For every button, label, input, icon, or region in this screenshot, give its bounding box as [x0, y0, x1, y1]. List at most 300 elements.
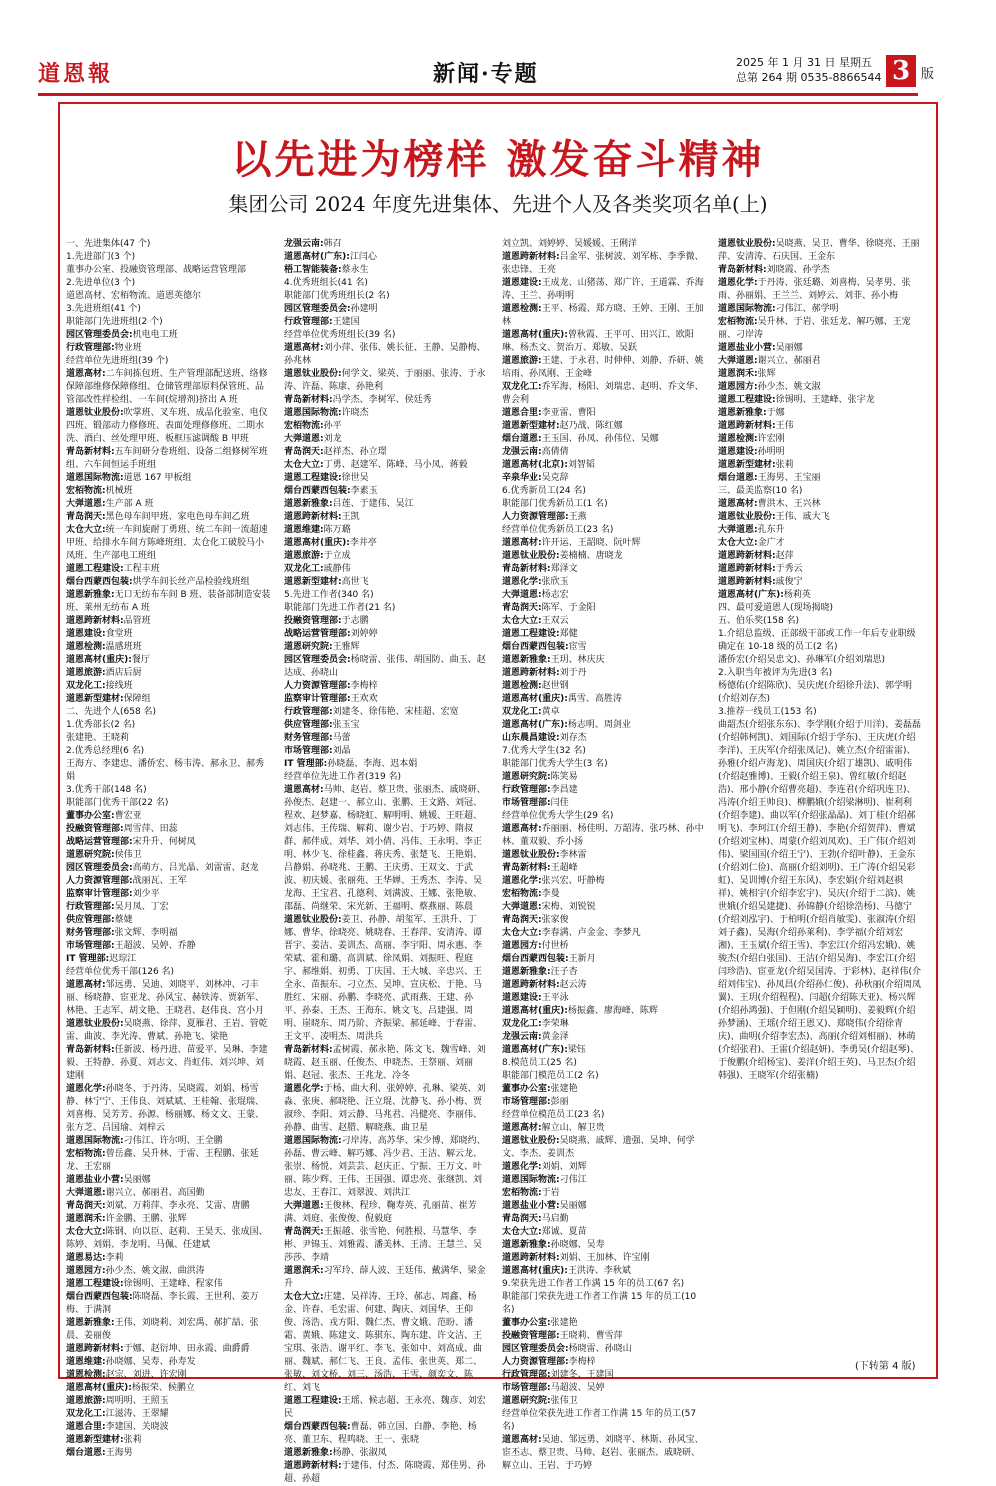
unit-name: 道恩高材:	[502, 824, 542, 834]
honoree-names: 孙晓冬、于丹涛、吴晓霞、刘娟、杨雪静、林宁宁、王伟良、刘斌斌、王桂翰、张琨瑞、刘喜梅、吴芳芳、孙源、杨丽娜、杨文文、王蒙、张方芝、吕国瑜、刘梓云	[66, 1084, 265, 1133]
honoree-names: 付世桥	[541, 941, 569, 951]
honoree-names: 无口无纺布车间 B 班、装备部制造安装班、莱州无纺布 A 班	[66, 590, 271, 613]
honoree-names: 刁伟江	[559, 1175, 587, 1185]
honoree-names: 吴晓燕、戚辉、遗强、吴坤、何学文、李杰、姜训杰	[502, 1136, 695, 1159]
name-list: 杨德佑(介绍陈欣)、吴庆虎(介绍徐升法)、郭学明(介绍刘存杰)	[718, 681, 913, 704]
unit-entry	[66, 342, 272, 355]
honoree-names: 马超波、吴婷	[550, 1383, 605, 1393]
honoree-names: 冯学杰、李树军、侯廷秀	[332, 395, 432, 405]
honoree-names: 韩召	[323, 239, 342, 249]
unit-entry	[284, 537, 490, 550]
unit-name: 道恩高材(重庆):	[502, 1266, 568, 1276]
unit-name: 园区管理委员会:	[502, 1344, 569, 1354]
category-heading: 职能部门先进工作者(21 名)	[284, 603, 396, 613]
unit-entry	[502, 732, 708, 745]
unit-entry	[718, 576, 924, 589]
unit-name: 行政管理部:	[502, 785, 551, 795]
unit-entry	[502, 1330, 708, 1343]
unit-entry	[502, 615, 708, 628]
unit-name: 道恩钛业股份:	[502, 1136, 560, 1146]
honoree-names: 张家俊	[541, 915, 569, 925]
honoree-names: 徐锡明、王建峰、张宇龙	[775, 395, 875, 405]
honoree-names: 生产部 A 班	[105, 499, 154, 509]
unit-name: 青岛新材料:	[284, 395, 333, 405]
unit-entry	[502, 953, 708, 966]
unit-name: 董事办公室:	[66, 811, 115, 821]
honoree-names: 曹宏亚	[114, 811, 142, 821]
honoree-names: 吴丽娜	[559, 1201, 587, 1211]
unit-entry	[284, 706, 490, 719]
unit-entry	[284, 459, 490, 472]
unit-entry	[66, 1278, 272, 1291]
unit-name: 宏栢物流:	[502, 889, 542, 899]
unit-entry	[502, 641, 708, 654]
unit-name: 道恩新雅象:	[718, 408, 767, 418]
category-heading: 3.先进班组(41 个)	[66, 304, 141, 314]
category-heading: 经营单位优秀干部(126 名)	[66, 967, 175, 977]
unit-entry	[284, 446, 490, 459]
unit-name: 烟台西蒙西包装:	[66, 1292, 133, 1302]
unit-entry	[284, 914, 490, 1044]
honoree-names: 任新波、杨丹进、苗爱平、吴琳、李建毅、王特静、孙夏、刘志文、肖虹伟、刘兴坤、刘建刚	[66, 1045, 268, 1081]
honoree-names: 王雅辉	[332, 642, 360, 652]
unit-entry	[66, 485, 272, 498]
honoree-names: 李昌建	[550, 785, 578, 795]
honoree-names: 王超峰	[550, 863, 578, 873]
unit-name: 道恩高材(广东):	[502, 1045, 568, 1055]
unit-entry	[284, 745, 490, 758]
honoree-names: 闫佳	[550, 798, 569, 808]
honoree-names: 孙明明	[757, 447, 785, 457]
unit-name: IT 管理部:	[66, 954, 110, 964]
unit-name: 道恩高材(重庆):	[66, 1383, 132, 1393]
honoree-names: 王晓莉、曹雪萍	[559, 1331, 623, 1341]
honoree-names: 王玉国、孙凤、孙伟位、吴娜	[541, 434, 659, 444]
honoree-names: 徐世吴	[341, 473, 369, 483]
honoree-names: 乔丽丽、杨佳明、万韶涛、张巧林、孙中林、董双毅、乔小扬	[502, 824, 704, 847]
unit-name: 道恩高材:	[502, 1123, 542, 1133]
unit-entry	[502, 407, 708, 420]
honoree-names: 高世飞	[341, 577, 369, 587]
unit-entry	[284, 576, 490, 589]
unit-entry	[284, 654, 490, 680]
honoree-names: 黑色母车间甲班、家电色母车间乙班	[105, 512, 250, 522]
unit-name: 道恩跨新材料:	[284, 1461, 342, 1471]
unit-name: 道恩新雅象:	[66, 1318, 115, 1328]
honoree-names: 道恩 167 甲板组	[123, 473, 192, 483]
honoree-names: 五车间研分卷班组、设备二组修树军班组、六车间恒运手班组	[66, 447, 268, 470]
unit-entry	[284, 641, 490, 654]
honoree-names: 孙平	[323, 421, 342, 431]
unit-name: 道恩检测:	[502, 681, 542, 691]
subheadline: 集团公司 2024 年度先进集体、先进个人及各类奖项名单(上)	[228, 192, 768, 216]
category-heading: 职能部门优秀干部(22 名)	[66, 798, 169, 808]
unit-name: 道恩研究院:	[66, 850, 115, 860]
honoree-names: 李素玉	[350, 486, 378, 496]
unit-name: 道恩旅游:	[66, 668, 106, 678]
unit-name: 人力资源管理部:	[66, 876, 133, 886]
unit-entry	[66, 1252, 272, 1265]
honoree-names: 刘于丹	[559, 668, 587, 678]
unit-name: 道恩高材:	[66, 980, 106, 990]
unit-entry	[284, 1226, 490, 1265]
name-list: 董事办公室、投融资管理部、战略运营管理部	[66, 265, 247, 275]
honoree-names: 餐厅	[131, 655, 150, 665]
unit-entry	[718, 238, 924, 264]
honoree-names: 吴丽娜	[775, 343, 803, 353]
unit-name: 道恩盐业小营:	[66, 1175, 124, 1185]
unit-entry	[502, 992, 708, 1005]
unit-entry	[502, 1317, 708, 1330]
unit-name: 大弹道恩:	[502, 902, 542, 912]
unit-entry	[66, 1343, 272, 1356]
honoree-names: 王俊林、程珍、鞠寿英、孔丽苗、崔芳满、刘庭、张俊俊、倪毅庭	[284, 1201, 477, 1224]
unit-name: 大弹道恩:	[502, 590, 542, 600]
unit-entry	[66, 1226, 272, 1252]
honoree-names: 赵云涛	[559, 980, 587, 990]
masthead	[38, 55, 935, 91]
unit-name: 市场管理部:	[502, 798, 551, 808]
honoree-names: 丁勇、赵建军、陈峰、马小凤、蒋毅	[323, 460, 468, 470]
honoree-names: 周明明、王照玉	[105, 1396, 169, 1406]
unit-entry	[718, 277, 924, 303]
honoree-names: 王成龙、山猪荡、郑广许、王道霖、乔海涛、王兰、孙明明	[502, 278, 704, 301]
unit-name: 道恩新雅象:	[66, 590, 115, 600]
honoree-names: 李井亭	[349, 538, 377, 548]
honoree-names: 张玉宝	[332, 720, 360, 730]
category-heading: 9.荣获先进工作者工作满 15 年的员工(67 名)	[502, 1279, 685, 1289]
unit-name: 道恩钛业股份:	[284, 915, 342, 925]
honoree-names: 统一车间旋耐丁勇班、统二车间一流超速甲班、给排水车间方陈峰班组、太仓化工破胶马小凤班、生产部电工班组	[66, 525, 268, 561]
honoree-names: 吴晓燕、徐萍、夏雁君、王岩、管乾雷、曲波、李光涛、曹斌、孙艳飞、梁艳	[66, 1019, 268, 1042]
honoree-names: 刘存杰	[559, 733, 587, 743]
unit-entry	[284, 1265, 490, 1291]
unit-name: 道恩钛业股份:	[502, 850, 560, 860]
unit-name: 园区管理委员会:	[284, 655, 351, 665]
unit-name: 道恩钛业股份:	[718, 239, 776, 249]
unit-name: 道恩园方:	[502, 941, 542, 951]
honoree-names: 于志鹏	[341, 616, 369, 626]
unit-name: 道恩盐业小营:	[502, 1201, 560, 1211]
unit-entry	[502, 1265, 708, 1278]
honoree-names: 梁钰	[567, 1045, 586, 1055]
honoree-names: 机电电工班	[132, 330, 178, 340]
unit-entry	[718, 342, 924, 355]
text-column-2	[284, 238, 490, 1486]
dateline	[736, 55, 881, 85]
unit-entry	[66, 823, 272, 836]
unit-name: 道恩新雅象:	[502, 1240, 551, 1250]
honoree-names: 吴克辞	[541, 473, 569, 483]
honoree-names: 姜卫、孙静、胡玺军、王洪升、丁娜、曹华、徐晓亮、姚晓春、王春萍、安清涛、谭晋宇、姜洁、姜训杰、高丽、李宇阳、周永惠、李荣斌、霍和璐、高训斌、徐凤娟、刘振旺、程庭宇、郝维娟、初勇、丁庆国、王大城、辛忠兴、王全永、苗振东、刁立杰、吴坤、宣庆松、于艳、马胜红、宋丽、孙鹏、李晓亮、武雨燕、王建、孙平、孙泰、王杰、王海东、姚文飞、吕建强、周明、崖晓东、周乃阶、齐振梁、郝延峰、于春雷、王文平、凌明杰、周洪兵	[284, 915, 483, 1042]
unit-entry	[66, 524, 272, 563]
honoree-names: 工程丰班	[123, 564, 160, 574]
unit-entry	[66, 875, 272, 888]
honoree-names: 孔东升	[757, 525, 785, 535]
unit-name: 道恩工程建设:	[284, 473, 342, 483]
unit-entry	[502, 329, 708, 355]
unit-entry	[284, 485, 490, 498]
honoree-names: 解立山、解卫贵	[541, 1123, 605, 1133]
unit-entry	[718, 511, 924, 524]
unit-name: 道恩国际物流:	[284, 1136, 342, 1146]
unit-entry	[66, 1408, 272, 1421]
unit-name: 太仓大立:	[66, 1227, 106, 1237]
category-heading: 职能部门优秀大学生(3 名)	[502, 759, 608, 769]
unit-name: 青岛新材料:	[502, 564, 551, 574]
unit-entry	[66, 654, 272, 667]
unit-name: 道恩旅游:	[284, 551, 324, 561]
unit-entry	[284, 1200, 490, 1226]
unit-name: 战略运营管理部:	[284, 629, 351, 639]
honoree-names: 刘建冬、徐伟艳、宋桂超、宏宽	[332, 707, 459, 717]
unit-entry	[66, 1317, 272, 1343]
unit-entry	[718, 355, 924, 368]
unit-entry	[718, 264, 924, 277]
category-heading: 经营单位优秀大学生(29 名)	[502, 811, 614, 821]
honoree-names: 刘龙	[323, 434, 342, 444]
unit-name: 道恩化学:	[284, 1084, 324, 1094]
unit-name: 青岛新材料:	[718, 265, 767, 275]
unit-entry	[66, 1018, 272, 1044]
unit-entry	[502, 537, 708, 550]
unit-entry	[502, 1018, 708, 1031]
unit-name: 青岛新材料:	[66, 447, 115, 457]
unit-name: 道恩高材(重庆):	[66, 655, 132, 665]
page-number-badge: 3	[886, 55, 916, 87]
unit-entry	[284, 1447, 490, 1460]
honoree-names: 刘智韬	[567, 460, 595, 470]
unit-name: 园区管理委员会:	[66, 330, 133, 340]
unit-entry	[502, 381, 708, 407]
honoree-names: 孙少杰、姚文淑	[757, 382, 821, 392]
unit-entry	[502, 628, 708, 641]
unit-name: 董事办公室:	[502, 1084, 551, 1094]
unit-entry	[66, 1083, 272, 1135]
unit-entry	[502, 303, 708, 329]
unit-name: 财务管理部:	[66, 928, 115, 938]
unit-name: 市场管理部:	[284, 746, 333, 756]
honoree-names: 杨志明、周剑业	[567, 720, 631, 730]
honoree-names: 李林雷	[559, 850, 587, 860]
category-heading: 1.先进部门(3 个)	[66, 252, 136, 262]
unit-entry	[502, 511, 708, 524]
unit-entry	[66, 1382, 272, 1395]
unit-entry	[66, 368, 272, 407]
unit-name: 财务管理部:	[284, 733, 333, 743]
unit-name: 道恩钛业股份:	[66, 408, 124, 418]
unit-name: 青岛润天:	[502, 603, 542, 613]
unit-name: 道恩跨新材料:	[718, 551, 776, 561]
unit-name: 道恩跨新材料:	[718, 577, 776, 587]
unit-entry	[502, 446, 708, 459]
unit-entry	[66, 693, 272, 706]
name-list: 张建艳、王晓莉	[66, 733, 130, 743]
unit-name: 道恩新雅象:	[284, 499, 333, 509]
honoree-names: 李梅梓	[568, 1357, 596, 1367]
unit-entry	[284, 472, 490, 485]
honoree-names: 于立成	[323, 551, 351, 561]
unit-name: 道恩跨新材料:	[718, 564, 776, 574]
honoree-names: 张辉	[757, 369, 776, 379]
unit-name: 人力资源管理部:	[502, 1357, 569, 1367]
unit-name: 道恩维建:	[66, 1357, 106, 1367]
unit-name: 太仓大立:	[66, 525, 106, 535]
category-heading: 7.优秀大学生(32 名)	[502, 746, 586, 756]
unit-name: 道恩跨新材料:	[66, 616, 124, 626]
unit-entry	[718, 394, 924, 407]
unit-name: 供应管理部:	[66, 915, 115, 925]
honoree-names: 王建、于永君、时伸伸、刘静、乔研、姚培雨、孙凤刚、王金峰	[502, 356, 704, 379]
unit-entry	[502, 927, 708, 940]
honoree-names: 赵世钢	[541, 681, 569, 691]
unit-name: 道恩化学:	[502, 1162, 542, 1172]
unit-entry	[502, 1239, 708, 1252]
unit-entry	[502, 355, 708, 381]
honoree-names: 谢兴立、郝丽君	[757, 356, 821, 366]
unit-entry	[284, 563, 490, 576]
unit-entry	[66, 641, 272, 654]
unit-entry	[66, 901, 272, 914]
unit-name: 园区管理委员会:	[66, 863, 133, 873]
unit-name: 烟台西蒙西包装:	[502, 642, 569, 652]
honoree-names: 黄金泽	[541, 1032, 569, 1042]
unit-entry	[718, 420, 924, 433]
unit-entry	[66, 927, 272, 940]
unit-entry	[502, 979, 708, 992]
unit-name: 道恩钛业股份:	[284, 369, 342, 379]
unit-entry	[718, 316, 924, 342]
unit-name: 人力资源管理部:	[284, 681, 351, 691]
unit-entry	[284, 316, 490, 329]
unit-name: 道恩工程建设:	[66, 1279, 124, 1289]
unit-entry	[66, 498, 272, 511]
unit-entry	[502, 576, 708, 589]
unit-entry	[502, 1343, 708, 1356]
honoree-names: 陈万璐	[323, 525, 351, 535]
unit-name: 道恩研究院:	[502, 772, 551, 782]
unit-name: 烟台西蒙西包装:	[284, 486, 351, 496]
unit-name: 道恩建设:	[66, 629, 106, 639]
category-heading: 职能部门模范员工(2 名)	[502, 1071, 599, 1081]
honoree-names: 刘娟、刘辉	[541, 1162, 587, 1172]
honoree-names: 高倩倩	[541, 447, 569, 457]
honoree-names: 刘婷婷	[350, 629, 378, 639]
unit-name: 道恩钛业股份:	[718, 512, 776, 522]
unit-entry	[66, 446, 272, 472]
page-label: 版	[921, 67, 935, 82]
unit-name: 投融资管理部:	[284, 616, 342, 626]
unit-name: 道恩跨新材料:	[718, 421, 776, 431]
unit-name: 道恩国际物流:	[66, 473, 124, 483]
honoree-names: 吹掌班、叉车班、成品化验室、电仪四班、锻部动力修修班、表面处理修修班、二期水洗、酒白、丝处理甲班、板框压滤调酸 B 甲班	[66, 408, 268, 444]
honoree-names: 二车间拣包班、生产管理部配送班、络修保障部维修保障修组、仓储管理部原料保管班、品管部改性样检组、一车间(烷增剂)挤出 A 班	[66, 369, 268, 405]
unit-entry	[66, 667, 272, 680]
unit-name: 大弹道恩:	[66, 1188, 106, 1198]
honoree-names: 王平泳	[541, 993, 569, 1003]
unit-entry	[502, 433, 708, 446]
name-list: 刘立凯、刘婷婷、吴媛媛、王俐洋	[502, 239, 638, 249]
unit-entry	[66, 1213, 272, 1226]
unit-name: 投融资管理部:	[66, 824, 124, 834]
continued-notice: (下转第 4 版)	[855, 1361, 916, 1372]
unit-name: 青岛润天:	[66, 512, 106, 522]
unit-name: 宏栢物流:	[66, 486, 106, 496]
unit-entry	[284, 615, 490, 628]
unit-entry	[502, 784, 708, 797]
unit-entry	[502, 459, 708, 472]
unit-name: 双龙化工:	[502, 382, 542, 392]
category-heading: 经营单位模范员工(23 名)	[502, 1110, 605, 1120]
unit-entry	[284, 1460, 490, 1486]
unit-name: 道恩高材(重庆):	[502, 694, 568, 704]
unit-entry	[284, 732, 490, 745]
honoree-names: 李春满、卢金金、李梦凡	[541, 928, 641, 938]
honoree-names: 吴晓燕、吴卫、曹华、徐晓亮、王丽萍、安清涛、石庆国、王金东	[718, 239, 920, 262]
unit-name: 道恩合里:	[66, 1422, 106, 1432]
category-heading: 4.优秀班组长(41 名)	[284, 278, 368, 288]
honoree-names: 陈钢、向以臣、赵莉、王昊天、张成国、陈婷、刘娟、李龙明、马佩、任建斌	[66, 1227, 268, 1250]
unit-entry	[502, 1395, 708, 1408]
honoree-names: 孙少杰、姚文淑、曲洪涛	[105, 1266, 205, 1276]
honoree-names: 蔡永生	[341, 265, 369, 275]
honoree-names: 保障组	[123, 694, 151, 704]
unit-entry	[502, 1161, 708, 1174]
honoree-names: 王双云	[541, 616, 569, 626]
category-heading: 经营单位荣获先进工作者工作满 15 年的员工(57 名)	[502, 1409, 697, 1432]
unit-name: 大弹道恩:	[284, 434, 324, 444]
unit-name: 道恩跨新材料:	[502, 980, 560, 990]
unit-name: 道恩高材:	[502, 1435, 542, 1445]
unit-entry	[66, 1135, 272, 1148]
unit-name: 行政管理部:	[502, 1370, 551, 1380]
unit-entry	[66, 810, 272, 823]
unit-name: 战略运营管理部:	[66, 837, 133, 847]
unit-entry	[284, 680, 490, 693]
unit-name: 青岛新材料:	[66, 1045, 115, 1055]
unit-entry	[284, 693, 490, 706]
honoree-names: 孙晓磊、李海、迟本娟	[327, 759, 418, 769]
unit-entry	[66, 329, 272, 342]
category-heading: 8.模范员工(25 名)	[502, 1058, 577, 1068]
unit-name: 监察审计管理部:	[66, 889, 133, 899]
honoree-names: 刘建冬、王建国	[550, 1370, 614, 1380]
unit-name: 道恩高材(广东):	[284, 252, 350, 262]
unit-entry	[502, 251, 708, 277]
unit-name: 道恩高材(重庆):	[502, 1006, 568, 1016]
unit-entry	[502, 1187, 708, 1200]
unit-name: 道恩研究院:	[284, 642, 333, 652]
honoree-names: 李莉	[105, 1253, 124, 1263]
unit-name: 供应管理部:	[284, 720, 333, 730]
unit-entry	[66, 628, 272, 641]
unit-entry	[502, 914, 708, 927]
unit-entry	[502, 667, 708, 680]
unit-entry	[502, 1369, 708, 1382]
unit-entry	[502, 875, 708, 888]
unit-name: 烟台道恩:	[502, 434, 542, 444]
honoree-names: 王伟、刘晓莉、刘宏禹、郝扩喆、张晨、姜丽俊	[66, 1318, 259, 1341]
unit-entry	[502, 680, 708, 693]
honoree-names: 李亚雷、曹阳	[541, 408, 596, 418]
honoree-names: 刁岸涛、高苏华、宋少博、郑晓约、孙磊、曹云峰、解巧娜、冯少君、王洁、解云龙、张崇、杨悦、刘芸芸、赵庆正、宁振、王万文、叶丽、陈少辉、王伟、王国强、谭忠亮、张继凯、刘忠友、王春江、刘翠波、刘洪江	[284, 1136, 486, 1198]
unit-name: 道恩化学:	[718, 278, 758, 288]
honoree-names: 郑泽文	[550, 564, 578, 574]
honoree-names: 马蕾	[332, 733, 351, 743]
unit-name: 道恩园方:	[718, 382, 758, 392]
honoree-names: 郑诚、夏苗	[541, 1227, 587, 1237]
unit-name: 道恩维建:	[284, 525, 324, 535]
